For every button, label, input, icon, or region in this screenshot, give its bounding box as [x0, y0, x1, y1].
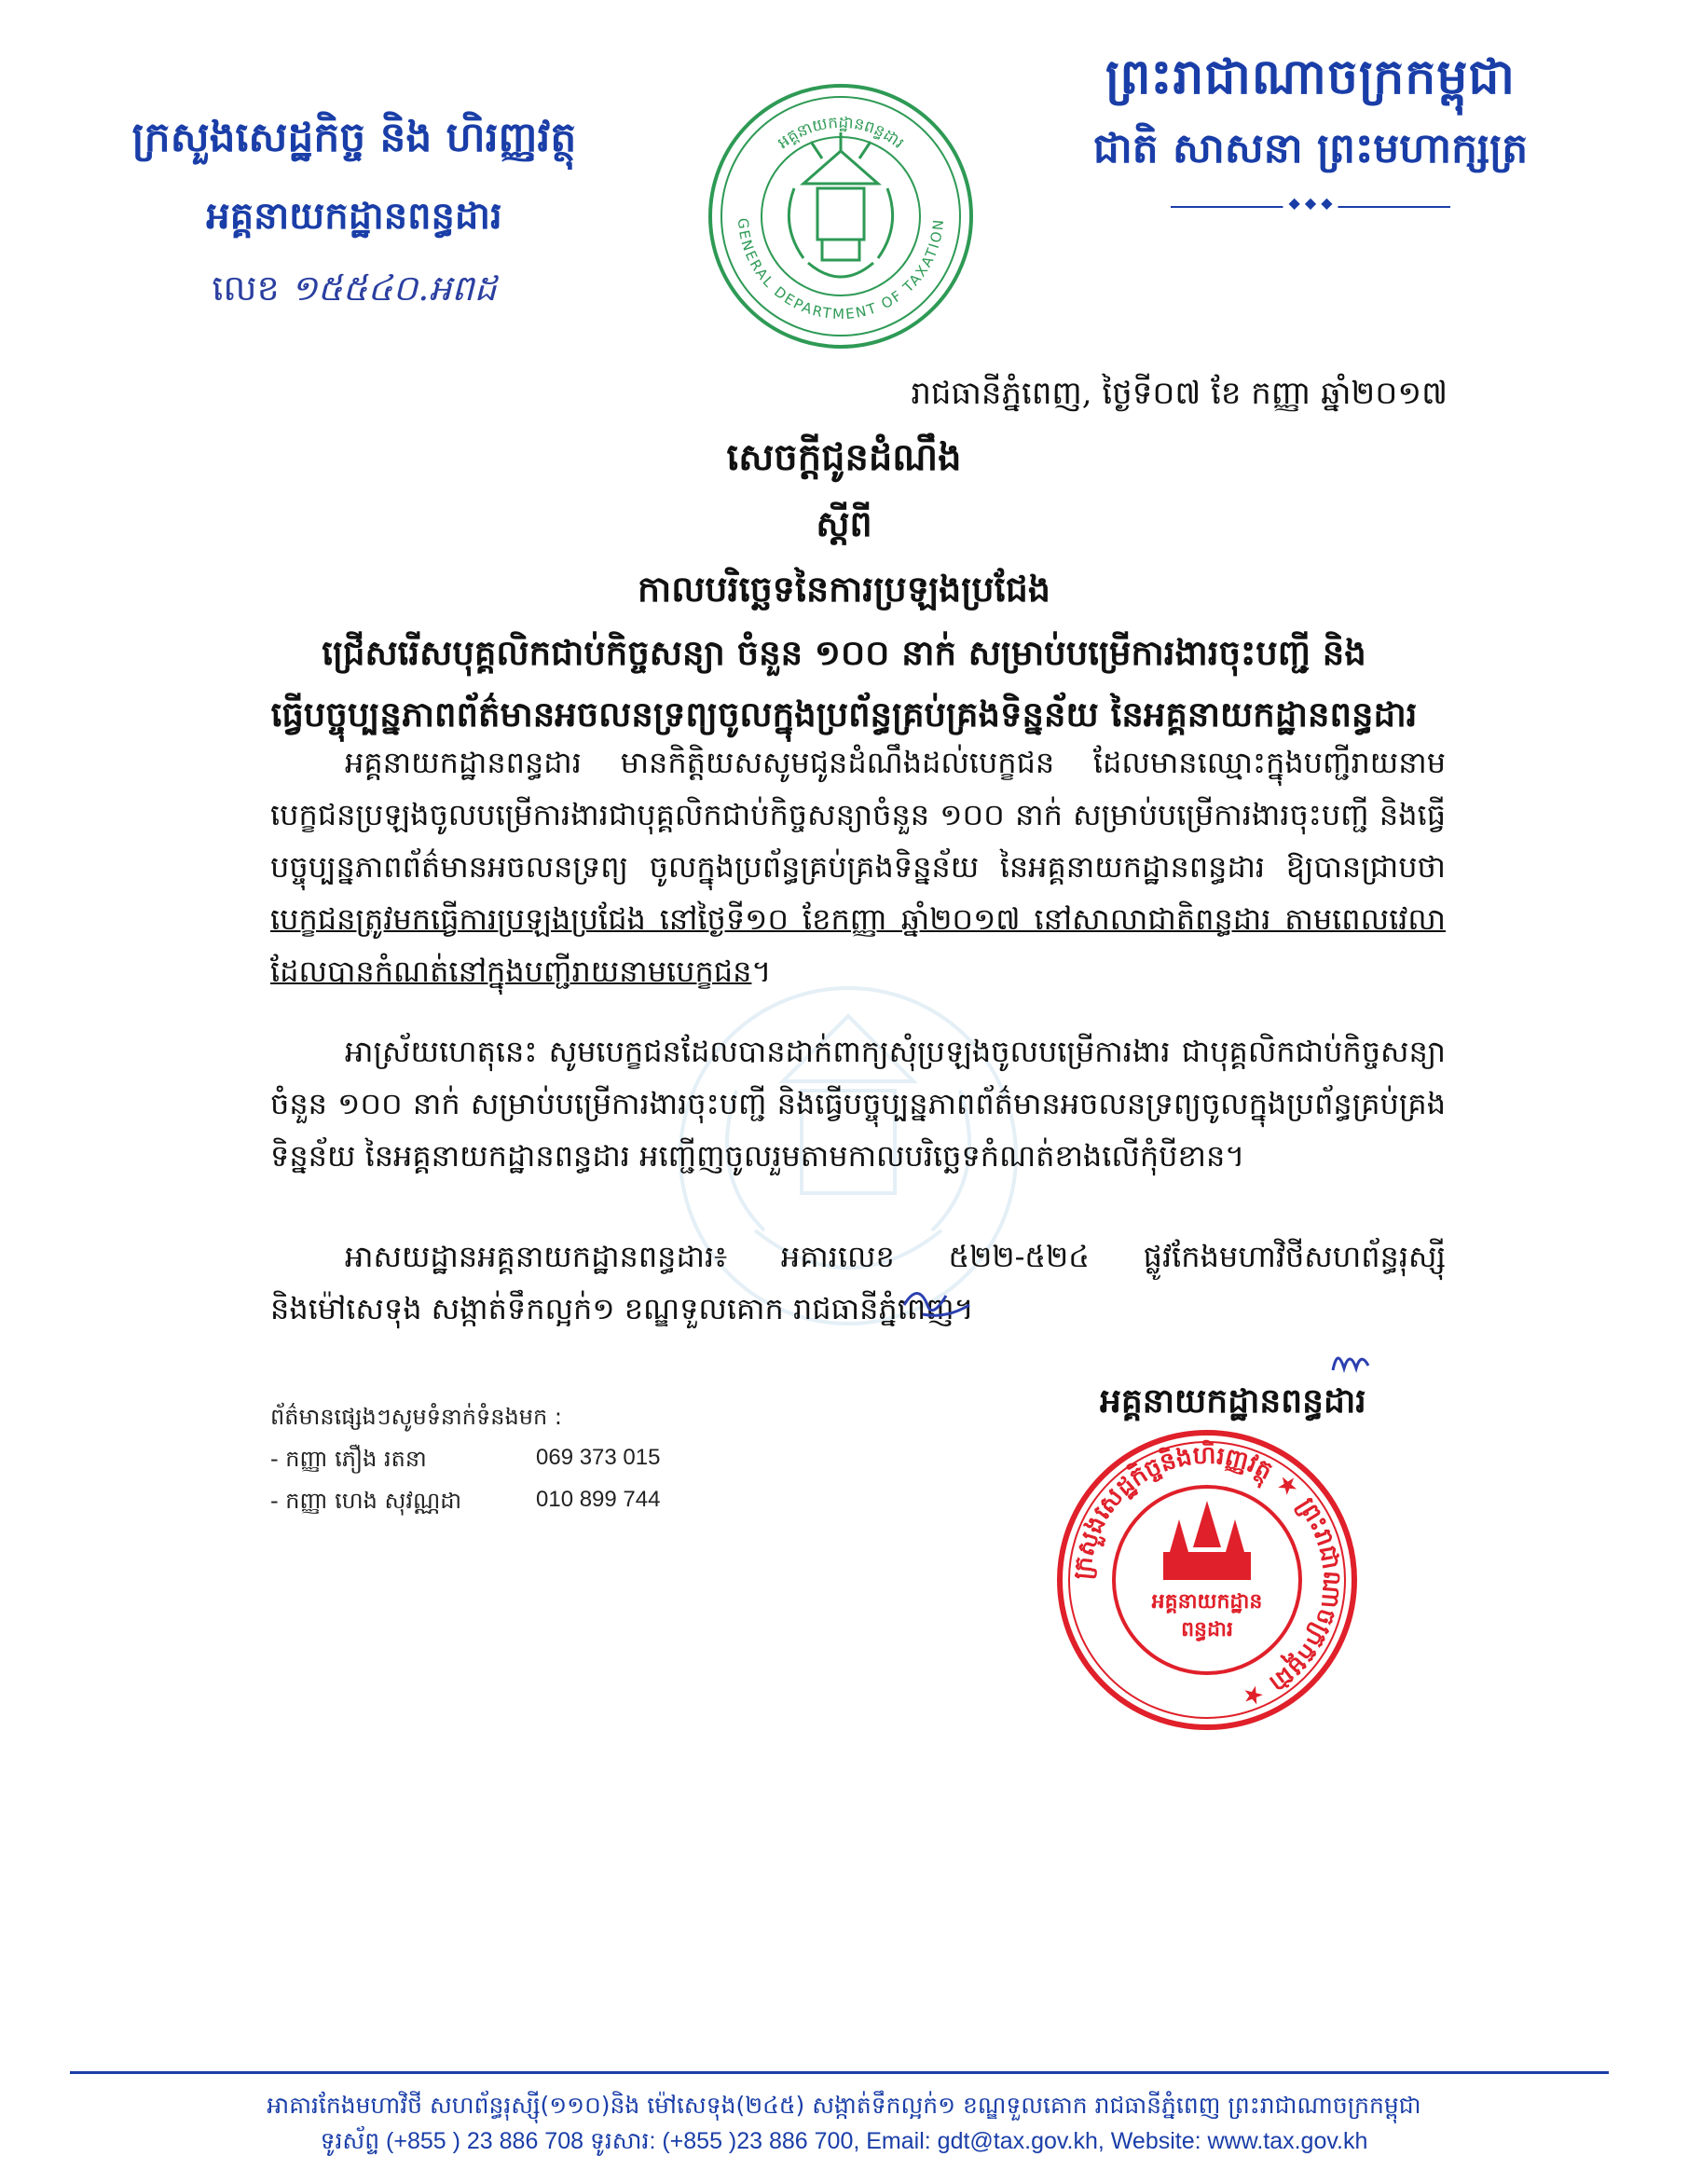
national-motto: ជាតិ សាសនា ព្រះមហាក្សត្រ	[1092, 125, 1529, 172]
date-line: រាជធានីភ្នំពេញ, ថ្ងៃទី០៧ ខែ កញ្ញា ឆ្នាំ២០១៧	[911, 375, 1448, 412]
ministry-red-seal-icon	[1053, 1426, 1361, 1734]
red-seal-inner-1: អគ្គនាយកដ្ឋាន	[1151, 1590, 1263, 1614]
department-name: អគ្គនាយកដ្ឋានពន្ធដារ	[206, 194, 502, 238]
paragraph-1-underlined: បេក្ខជនត្រូវមកធ្វើការប្រឡងប្រជែង នៅថ្ងៃទី១០ ខែកញ្ញា ឆ្នាំ២០១៧ នៅសាលាជាតិពន្ធដារ តាមពេលវេលាដែលបានកំណត់នៅក្នុងបញ្ជីរាយនាមបេក្ខជន	[270, 901, 1446, 989]
paragraph-1-text: អគ្គនាយកដ្ឋានពន្ធដារ មានកិត្តិយសសូមជូនដំណឹងដល់បេក្ខជន ដែលមានឈ្មោះក្នុងបញ្ជីរាយនាមបេក្ខជនប្រឡងចូលបម្រើការងារជាបុគ្គលិកជាប់កិច្ចសន្យាចំនួន ១០០ នាក់ សម្រាប់បម្រើការងារចុះបញ្ជី និងធ្វើបច្ចុប្បន្នភាពព័ត៌មានអចលនទ្រព្យ ចូលក្នុងប្រព័ន្ធគ្រប់គ្រងទិន្នន័យ នៃអគ្គនាយកដ្ឋានពន្ធដារ ឱ្យបានជ្រាបថា	[270, 745, 1446, 885]
contact-phone: 010 899 744	[536, 1487, 661, 1512]
reference-value: ១៥៥៤០.អពដ	[290, 268, 497, 309]
notice-subject-line-1: កាលបរិច្ឆេទនៃការប្រឡងប្រជែង	[638, 568, 1050, 610]
paragraph-1-end: ។	[751, 954, 772, 989]
handwritten-mark-icon	[1324, 1342, 1379, 1384]
footer-contacts: ទូរស័ព្ទ (+855 ) 23 886 708 ទូរសារ: (+855 )23 886 700, Email: gdt@tax.gov.kh, Website: www.tax.gov.kh	[320, 2128, 1368, 2154]
seal-bottom-text: GENERAL DEPARTMENT OF TAXATION	[734, 217, 948, 323]
red-seal-inner-2: ពន្ធដារ	[1181, 1618, 1233, 1641]
ornament-divider-icon	[1171, 201, 1450, 213]
notice-title: សេចក្តីជូនដំណឹង	[726, 435, 962, 479]
footer-divider	[70, 2071, 1609, 2074]
notice-subject-line-2: ជ្រើសរើសបុគ្គលិកជាប់កិច្ចសន្យា ចំនួន ១០០ នាក់ សម្រាប់បម្រើការងារចុះបញ្ជី និង	[322, 632, 1366, 673]
header-right	[1050, 47, 1571, 213]
contact-name: - កញ្ញា ភឿង រតនា	[270, 1446, 427, 1472]
footer	[0, 2088, 1688, 2159]
header-left	[130, 112, 578, 318]
kingdom-heading: ព្រះរាជាណាចក្រកម្ពុជា	[1105, 48, 1516, 105]
red-seal-ring-text: ក្រសួងសេដ្ឋកិច្ចនិងហិរញ្ញវត្ថុ ★ ព្រះរាជាណាចក្រកម្ពុជា ★	[1068, 1441, 1347, 1712]
contact-row	[270, 1487, 660, 1519]
contact-heading: ព័ត៌មានផ្សេងៗសូមទំនាក់ទំនងមក :	[270, 1404, 562, 1430]
reference-number	[130, 266, 578, 318]
svg-text:GENERAL DEPARTMENT OF TAXATION	[734, 217, 947, 323]
paragraph-3: អាសយដ្ឋានអគ្គនាយកដ្ឋានពន្ធដារ៖ អគារលេខ ៥២២-៥២៤ ផ្លូវកែងមហាវិថីសហព័ន្ធរុស្ស៊ី និងម៉ៅសេទុង សង្កាត់ទឹកល្អក់១ ខណ្ឌទួលគោក រាជធានីភ្នំពេញ។	[270, 1239, 1446, 1326]
seal-top-text: អគ្គនាយកដ្ឋានពន្ធដារ	[774, 113, 908, 153]
paragraph-1	[270, 736, 1446, 997]
notice-titles	[0, 433, 1688, 744]
signatory-title: អគ្គនាយកដ្ឋានពន្ធដារ	[1100, 1381, 1366, 1421]
contact-phone: 069 373 015	[536, 1445, 661, 1470]
contact-info	[270, 1403, 660, 1519]
reference-label: លេខ	[212, 268, 280, 309]
ministry-name: ក្រសួងសេដ្ឋកិច្ច និង ហិរញ្ញវត្ថុ	[131, 114, 577, 161]
handwritten-initial-icon	[895, 1277, 979, 1328]
contact-row	[270, 1445, 660, 1477]
contact-name: - កញ្ញា ហេង សុវណ្ណដា	[270, 1488, 462, 1514]
paragraph-2: អាស្រ័យហេតុនេះ សូមបេក្ខជនដែលបានដាក់ពាក្យសុំប្រឡងចូលបម្រើការងារ ជាបុគ្គលិកជាប់កិច្ចសន្យាចំនួន ១០០ នាក់ សម្រាប់បម្រើការងារចុះបញ្ជី និងធ្វើបច្ចុប្បន្នភាពព័ត៌មានអចលនទ្រព្យចូលក្នុងប្រព័ន្ធគ្រប់គ្រងទិន្នន័យ នៃអគ្គនាយកដ្ឋានពន្ធដារ អញ្ជើញចូលរួមតាមកាលបរិច្ឆេទកំណត់ខាងលើកុំបីខាន។	[270, 1034, 1446, 1174]
notice-subject-line-3: ធ្វើបច្ចុប្បន្នភាពព័ត៌មានអចលនទ្រព្យចូលក្នុងប្រព័ន្ធគ្រប់គ្រងទិន្នន័យ នៃអគ្គនាយកដ្ឋានពន្ធដារ	[270, 694, 1418, 735]
footer-address: អាគារកែងមហាវិថី សហព័ន្ធរុស្ស៊ី(១១០)និង ម៉ៅសេទុង(២៤៥) សង្កាត់ទឹកល្អក់១ ខណ្ឌទួលគោក រាជធានីភ្នំពេញ ព្រះរាជាណាចក្រកម្ពុជា	[267, 2092, 1421, 2119]
notice-subject-label: ស្តីពី	[816, 502, 872, 544]
gdt-emblem-seal-icon	[701, 76, 981, 356]
